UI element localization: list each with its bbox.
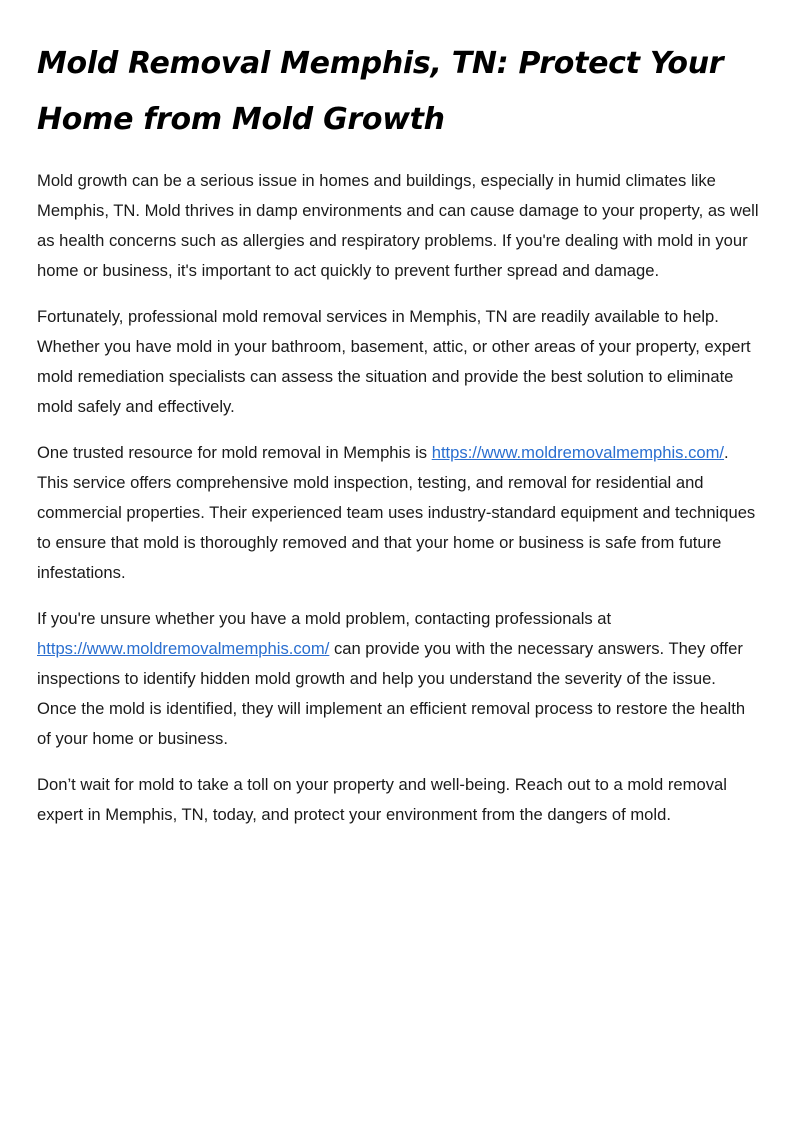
article (37, 36, 759, 846)
page-title: Mold Removal Memphis, TN: Protect Your Home from Mold Growth (37, 46, 724, 137)
paragraph-inspection-text-before: If you're unsure whether you have a mold problem, contacting professionals at (37, 609, 612, 628)
paragraph-resource-text-before: One trusted resource for mold removal in Memphis is (37, 443, 432, 462)
moldremovalmemphis-link-2[interactable]: https://www.moldremovalmemphis.com/ (37, 639, 330, 658)
paragraph-intro: Mold growth can be a serious issue in homes and buildings, especially in humid climates like Memphis, TN. Mold thrives in damp environments and can cause damage to your property, as well as health concerns such as allergies and respiratory problems. If you're dealing with mold in your home or business, it's important to act quickly to prevent further spread and damage. (37, 171, 759, 280)
paragraph-call-to-action: Don’t wait for mold to take a toll on your property and well-being. Reach out to a mold removal expert in Memphis, TN, today, and protect your environment from the dangers of mold. (37, 775, 727, 824)
paragraph-inspection-text-after: can provide you with the necessary answers. They offer inspections to identify hidden mold growth and help you understand the severity of the issue. Once the mold is identified, they will implement an efficient removal process to restore the health of your home or business. (37, 639, 746, 748)
paragraph-resource-text-after: . This service offers comprehensive mold inspection, testing, and removal for residential and commercial properties. Their experienced team uses industry-standard equipment and techniques to ensure that mold is thoroughly removed and that your home or business is safe from future infestations. (37, 443, 756, 582)
moldremovalmemphis-link[interactable]: https://www.moldremovalmemphis.com/ (431, 443, 725, 462)
paragraph-services: Fortunately, professional mold removal services in Memphis, TN are readily available to help. Whether you have mold in your bathroom, basement, attic, or other areas of your property, expert mold remediation specialists can assess the situation and provide the best solution to eliminate mold safely and effectively. (37, 307, 751, 416)
paragraph-inspection (37, 604, 759, 754)
paragraph-resource (37, 438, 759, 588)
